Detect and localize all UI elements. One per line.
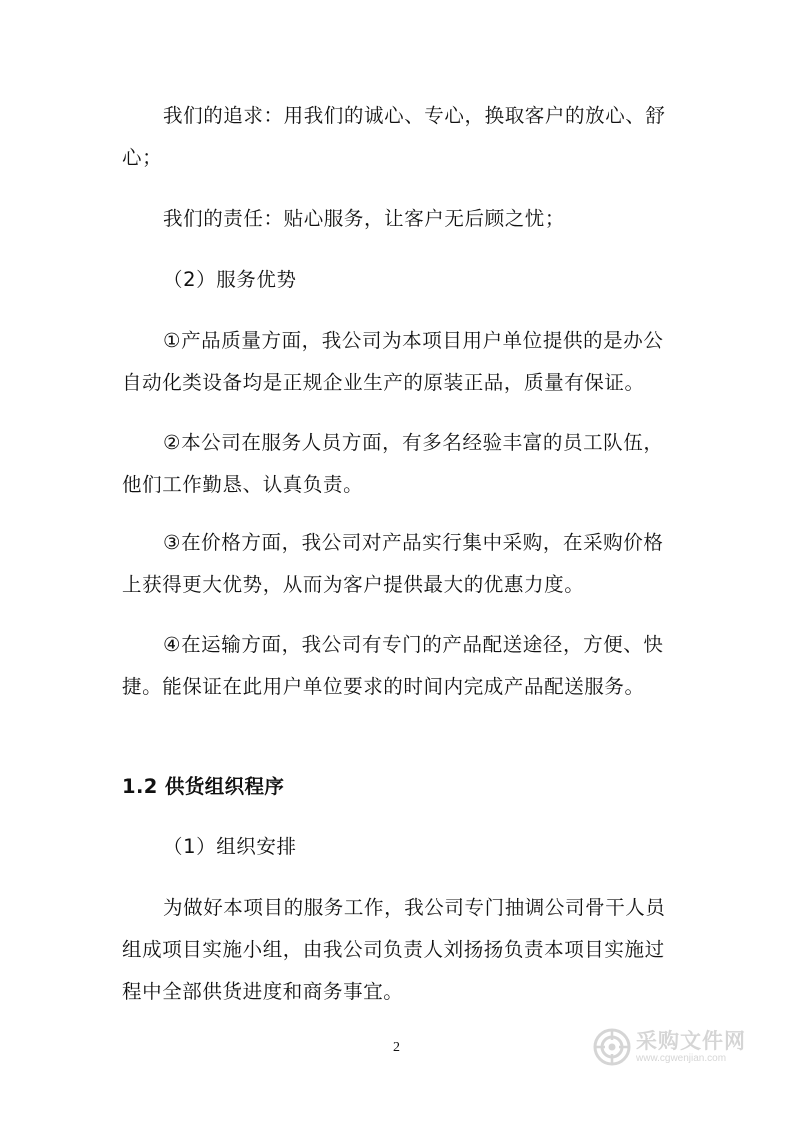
subheading-organization: （1）组织安排 — [163, 835, 297, 858]
paragraph-advantage-transport: ④在运输方面，我公司有专门的产品配送途径，方便、快捷。能保证在此用户单位要求的时间内完成产品配送服务。 — [122, 633, 664, 698]
paragraph-pursuit: 我们的追求：用我们的诚心、专心，换取客户的放心、舒心； — [122, 104, 666, 169]
paragraph-responsibility: 我们的责任：贴心服务，让客户无后顾之忧； — [163, 207, 566, 230]
paragraph-advantage-price: ③在价格方面，我公司对产品实行集中采购，在采购价格上获得更大优势，从而为客户提供最大的优惠力度。 — [122, 531, 664, 596]
page-number: 2 — [393, 1040, 400, 1055]
watermark-name: 采购文件网 — [636, 1029, 746, 1053]
watermark-url: www.cgwenjian.com — [636, 1053, 727, 1064]
watermark — [592, 1027, 746, 1067]
subheading-service-advantage: （2）服务优势 — [163, 268, 297, 291]
paragraph-advantage-quality: ①产品质量方面，我公司为本项目用户单位提供的是办公自动化类设备均是正规企业生产的原装正品，质量有保证。 — [122, 329, 664, 394]
paragraph-organization-body: 为做好本项目的服务工作，我公司专门抽调公司骨干人员组成项目实施小组，由我公司负责人刘扬扬负责本项目实施过程中全部供货进度和商务事宜。 — [122, 896, 666, 1003]
section-heading: 1.2 供货组织程序 — [122, 775, 285, 798]
paragraph-advantage-staff: ②本公司在服务人员方面，有多名经验丰富的员工队伍，他们工作勤恳、认真负责。 — [122, 431, 664, 496]
cgwenjian-logo-icon — [592, 1027, 632, 1067]
